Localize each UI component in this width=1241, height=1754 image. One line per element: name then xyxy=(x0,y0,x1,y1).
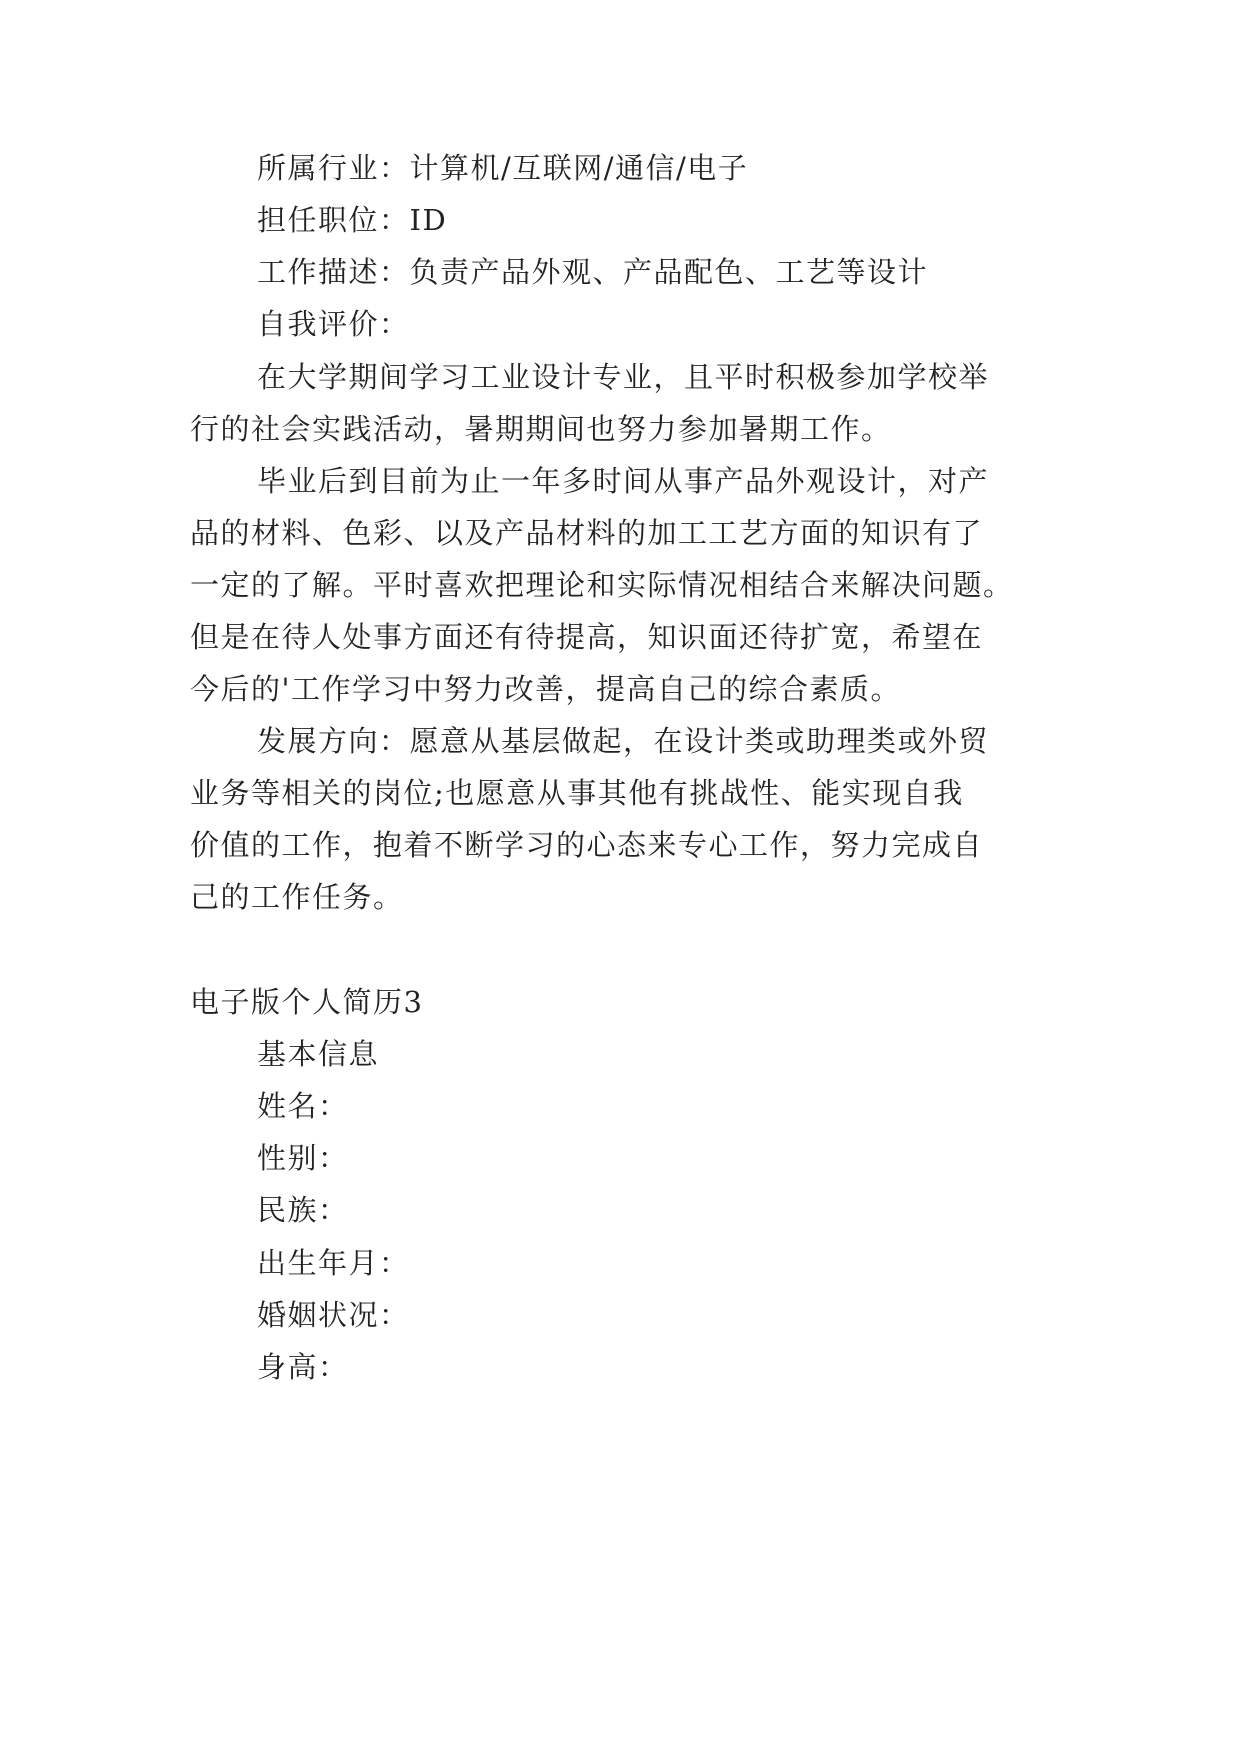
birth-date-field-label: 出生年月： xyxy=(257,1246,410,1280)
paragraph-line: 业务等相关的岗位;也愿意从事其他有挑战性、能实现自我 xyxy=(190,776,964,810)
paragraph-line: 今后的'工作学习中努力改善，提高自己的综合素质。 xyxy=(190,672,901,706)
paragraph-line: 毕业后到目前为止一年多时间从事产品外观设计，对产 xyxy=(257,464,990,498)
height-field-label: 身高： xyxy=(257,1350,349,1384)
paragraph-line: 但是在待人处事方面还有待提高，知识面还待扩宽，希望在 xyxy=(190,620,984,654)
paragraph-line: 己的工作任务。 xyxy=(190,880,404,914)
marital-status-field-label: 婚姻状况： xyxy=(257,1298,410,1332)
paragraph-line: 发展方向：愿意从基层做起，在设计类或助理类或外贸 xyxy=(257,724,990,758)
industry-line: 所属行业：计算机/互联网/通信/电子 xyxy=(257,151,749,185)
paragraph-line: 价值的工作，抱着不断学习的心态来专心工作，努力完成自 xyxy=(190,828,984,862)
job-description-line: 工作描述：负责产品外观、产品配色、工艺等设计 xyxy=(257,255,929,289)
basic-info-heading: 基本信息 xyxy=(257,1037,380,1071)
resume-title: 电子版个人简历3 xyxy=(190,985,424,1019)
paragraph-line: 品的材料、色彩、以及产品材料的加工工艺方面的知识有了 xyxy=(190,516,984,550)
paragraph-line: 在大学期间学习工业设计专业，且平时积极参加学校举 xyxy=(257,360,990,394)
gender-field-label: 性别： xyxy=(257,1141,349,1175)
self-evaluation-heading: 自我评价： xyxy=(257,307,410,341)
paragraph-line: 一定的了解。平时喜欢把理论和实际情况相结合来解决问题。 xyxy=(190,568,1014,602)
position-line: 担任职位：ID xyxy=(257,203,448,237)
ethnicity-field-label: 民族： xyxy=(257,1193,349,1227)
name-field-label: 姓名： xyxy=(257,1089,349,1123)
paragraph-line: 行的社会实践活动，暑期期间也努力参加暑期工作。 xyxy=(190,412,892,446)
